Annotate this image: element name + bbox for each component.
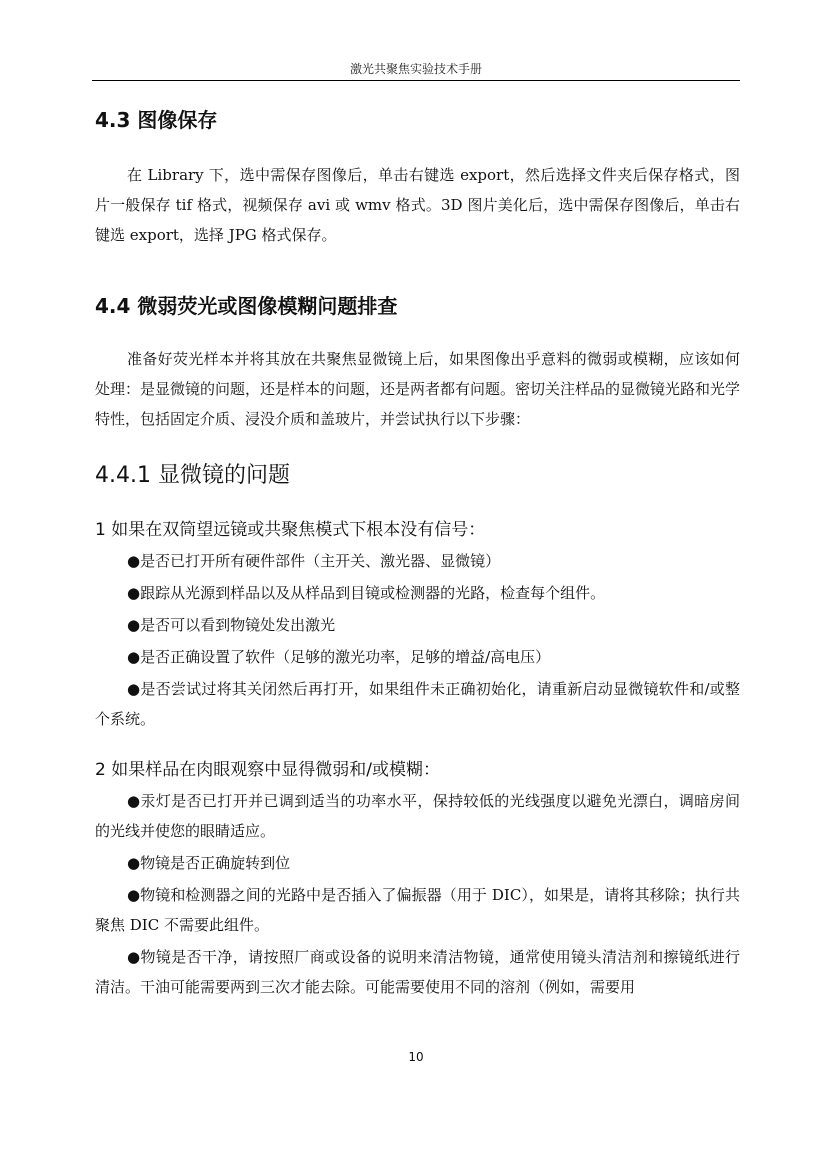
header-rule (92, 80, 740, 81)
q1-item-4: ●是否正确设置了软件（足够的激光功率，足够的增益/高电压） (127, 648, 551, 666)
question-1-title: 1 如果在双筒望远镜或共聚焦模式下根本没有信号： (95, 520, 486, 540)
section-4-4-paragraph: 准备好荧光样本并将其放在共聚焦显微镜上后，如果图像出乎意料的微弱或模糊，应该如何处理：是显微镜的问题，还是样本的问题，还是两者都有问题。密切关注样品的显微镜光路和光学特性，包括固定介质、浸没介质和盖玻片，并尝试执行以下步骤： (95, 350, 741, 428)
q2-item-2: ●物镜是否正确旋转到位 (127, 854, 291, 872)
section-4-3-paragraph: 在 Library 下，选中需保存图像后，单击右键选 export，然后选择文件夹后保存格式，图片一般保存 tif 格式，视频保存 avi 或 wmv 格式。3D 图片美化后，选中需保存图像后，单击右键选 export，选择 JPG 格式保存。 (95, 166, 740, 244)
question-2-title: 2 如果样品在肉眼观察中显得微弱和/或模糊： (95, 760, 440, 780)
q1-item-5: ●是否尝试过将其关闭然后再打开，如果组件未正确初始化，请重新启动显微镜软件和/或整个系统。 (95, 680, 740, 728)
page-content (95, 100, 740, 1002)
section-heading-4-4: 4.4 微弱荧光或图像模糊问题排查 (95, 294, 398, 318)
section-heading-4-3: 4.3 图像保存 (95, 108, 218, 132)
q2-item-1: ●汞灯是否已打开并已调到适当的功率水平，保持较低的光线强度以避免光漂白，调暗房间的光线并使您的眼睛适应。 (95, 792, 740, 840)
q2-item-4: ●物镜是否干净，请按照厂商或设备的说明来清洁物镜，通常使用镜头清洁剂和擦镜纸进行清洁。干油可能需要两到三次才能去除。可能需要使用不同的溶剂（例如，需要用 (95, 948, 740, 996)
page-number: 10 (408, 1050, 424, 1064)
subsection-heading-4-4-1: 4.4.1 显微镜的问题 (95, 463, 290, 488)
q2-item-3: ●物镜和检测器之间的光路中是否插入了偏振器（用于 DIC），如果是，请将其移除；执行共聚焦 DIC 不需要此组件。 (95, 886, 740, 934)
q1-item-1: ●是否已打开所有硬件部件（主开关、激光器、显微镜） (127, 552, 501, 570)
running-header: 激光共聚焦实验技术手册 (349, 62, 482, 76)
q1-item-3: ●是否可以看到物镜处发出激光 (127, 616, 336, 634)
q1-item-2: ●跟踪从光源到样品以及从样品到目镜或检测器的光路，检查每个组件。 (127, 584, 606, 602)
